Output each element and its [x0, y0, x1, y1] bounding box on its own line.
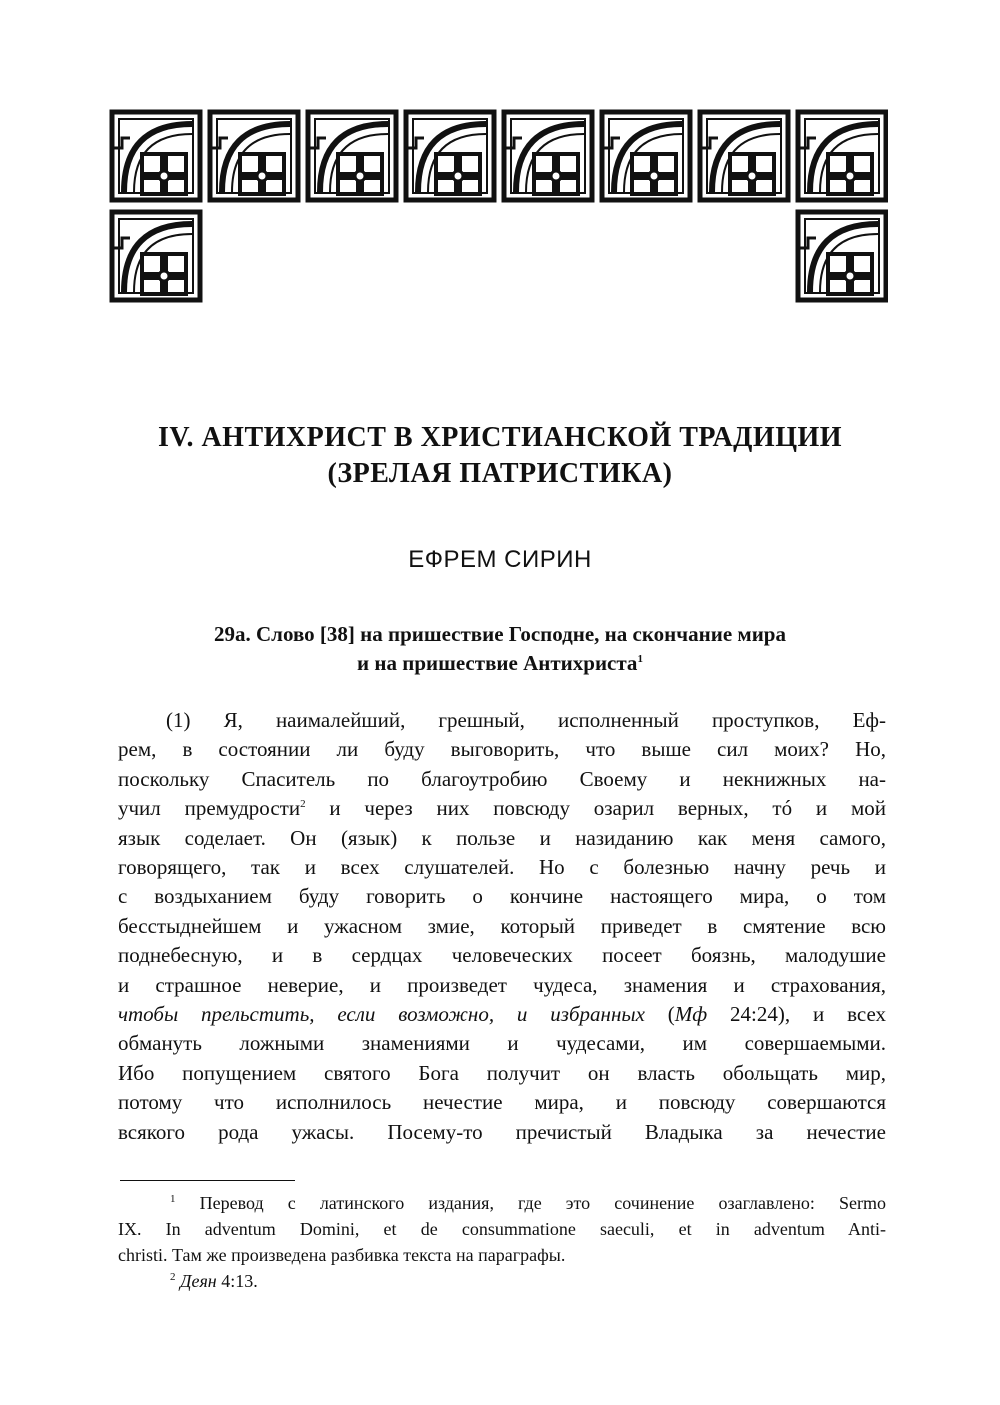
footnote-2-line [118, 1268, 886, 1294]
body-line: поскольку Спаситель по благоутробию Своему и некнижных на- [118, 766, 886, 791]
footnote-1-line [118, 1190, 886, 1216]
chapter-title-line-1: IV. АНТИХРИСТ В ХРИСТИАНСКОЙ ТРАДИЦИИ [157, 422, 843, 453]
body-line [118, 794, 886, 823]
footnote-divider [120, 1180, 295, 1181]
body-paragraph [118, 706, 886, 1147]
scripture-ref-rest: 24:24), и всех [707, 1002, 886, 1027]
section-title-line-2 [120, 649, 880, 678]
body-line: рем, в состоянии ли буду выговорить, что выше сил моих? Но, [118, 737, 886, 762]
chapter-title-line-2: (ЗРЕЛАЯ ПАТРИСТИКА) [327, 458, 673, 489]
body-line: говорящего, так и всех слушателей. Но с болезнью начну речь и [118, 855, 886, 880]
body-line: обмануть ложными знамениями и чудесами, им совершаемыми. [118, 1031, 886, 1056]
body-line: (1) Я, наималейший, грешный, исполненный проступков, Еф- [166, 708, 886, 732]
body-line: всякого рода ужасы. Посему-то пречистый Владыка за нечестие [118, 1119, 886, 1144]
body-line: с воздыханием буду говорить о кончине настоящего мира, о том [118, 884, 886, 909]
ornamental-header-frame [108, 108, 888, 308]
body-line-part: и через них повсюду озарил верных, тó и мой [305, 796, 886, 821]
body-line: поднебесную, и в сердцах человеческих посеет боязнь, малодушие [118, 943, 886, 968]
footnote-1-text: Перевод с латинского издания, где это сочинение озаглавлено: Sermo [175, 1193, 886, 1213]
footnote-ref-1[interactable]: 1 [637, 653, 643, 665]
body-line: Ибо попущением святого Бога получит он власть обольщать мир, [118, 1060, 886, 1085]
body-line: бесстыднейшем и ужасном змие, который приведет в смятение всю [118, 913, 886, 938]
footnotes [118, 1190, 886, 1294]
scripture-ref-book: Мф [674, 1002, 708, 1027]
footnote-1-mark: 1 [170, 1193, 176, 1205]
body-line: чтобы прельстить, если возможно, и избранных (Мф 24:24), и всех [118, 1002, 886, 1027]
ornament-right-column [798, 212, 886, 300]
footnote-2-ref-rest: 4:13. [216, 1271, 258, 1291]
scripture-quote: чтобы прельстить, если возможно, и избранных [118, 1002, 645, 1027]
body-line: язык соделает. Он (язык) к пользе и назиданию как меня самого, [118, 825, 886, 850]
footnote-2-ref-book: Деян [175, 1271, 217, 1291]
section-title-line-1: 29а. Слово [38] на пришествие Господне, на скончание мира [214, 622, 786, 646]
body-line: и страшное неверие, и произведет чудеса, знамения и страхования, [118, 972, 886, 997]
body-line-part: учил премудрости [118, 796, 301, 821]
section-title-line-2-text: и на пришествие Антихриста [357, 651, 638, 675]
section-title [120, 620, 880, 678]
footnote-1-line: IX. In adventum Domini, et de consummatione saeculi, et in adventum Anti- [118, 1219, 886, 1239]
footnote-ref-2[interactable]: 2 [300, 798, 306, 811]
footnote-2-mark: 2 [170, 1271, 176, 1283]
chapter-title [0, 420, 1000, 492]
body-line: потому что исполнилось нечестие мира, и повсюду совершаются [118, 1090, 886, 1115]
author-heading: ЕФРЕМ СИРИН [408, 546, 592, 573]
ornament-left-column [112, 212, 200, 300]
ornament-top-row [112, 112, 886, 200]
footnote-1-line: christi. Там же произведена разбивка текста на параграфы. [118, 1245, 566, 1265]
